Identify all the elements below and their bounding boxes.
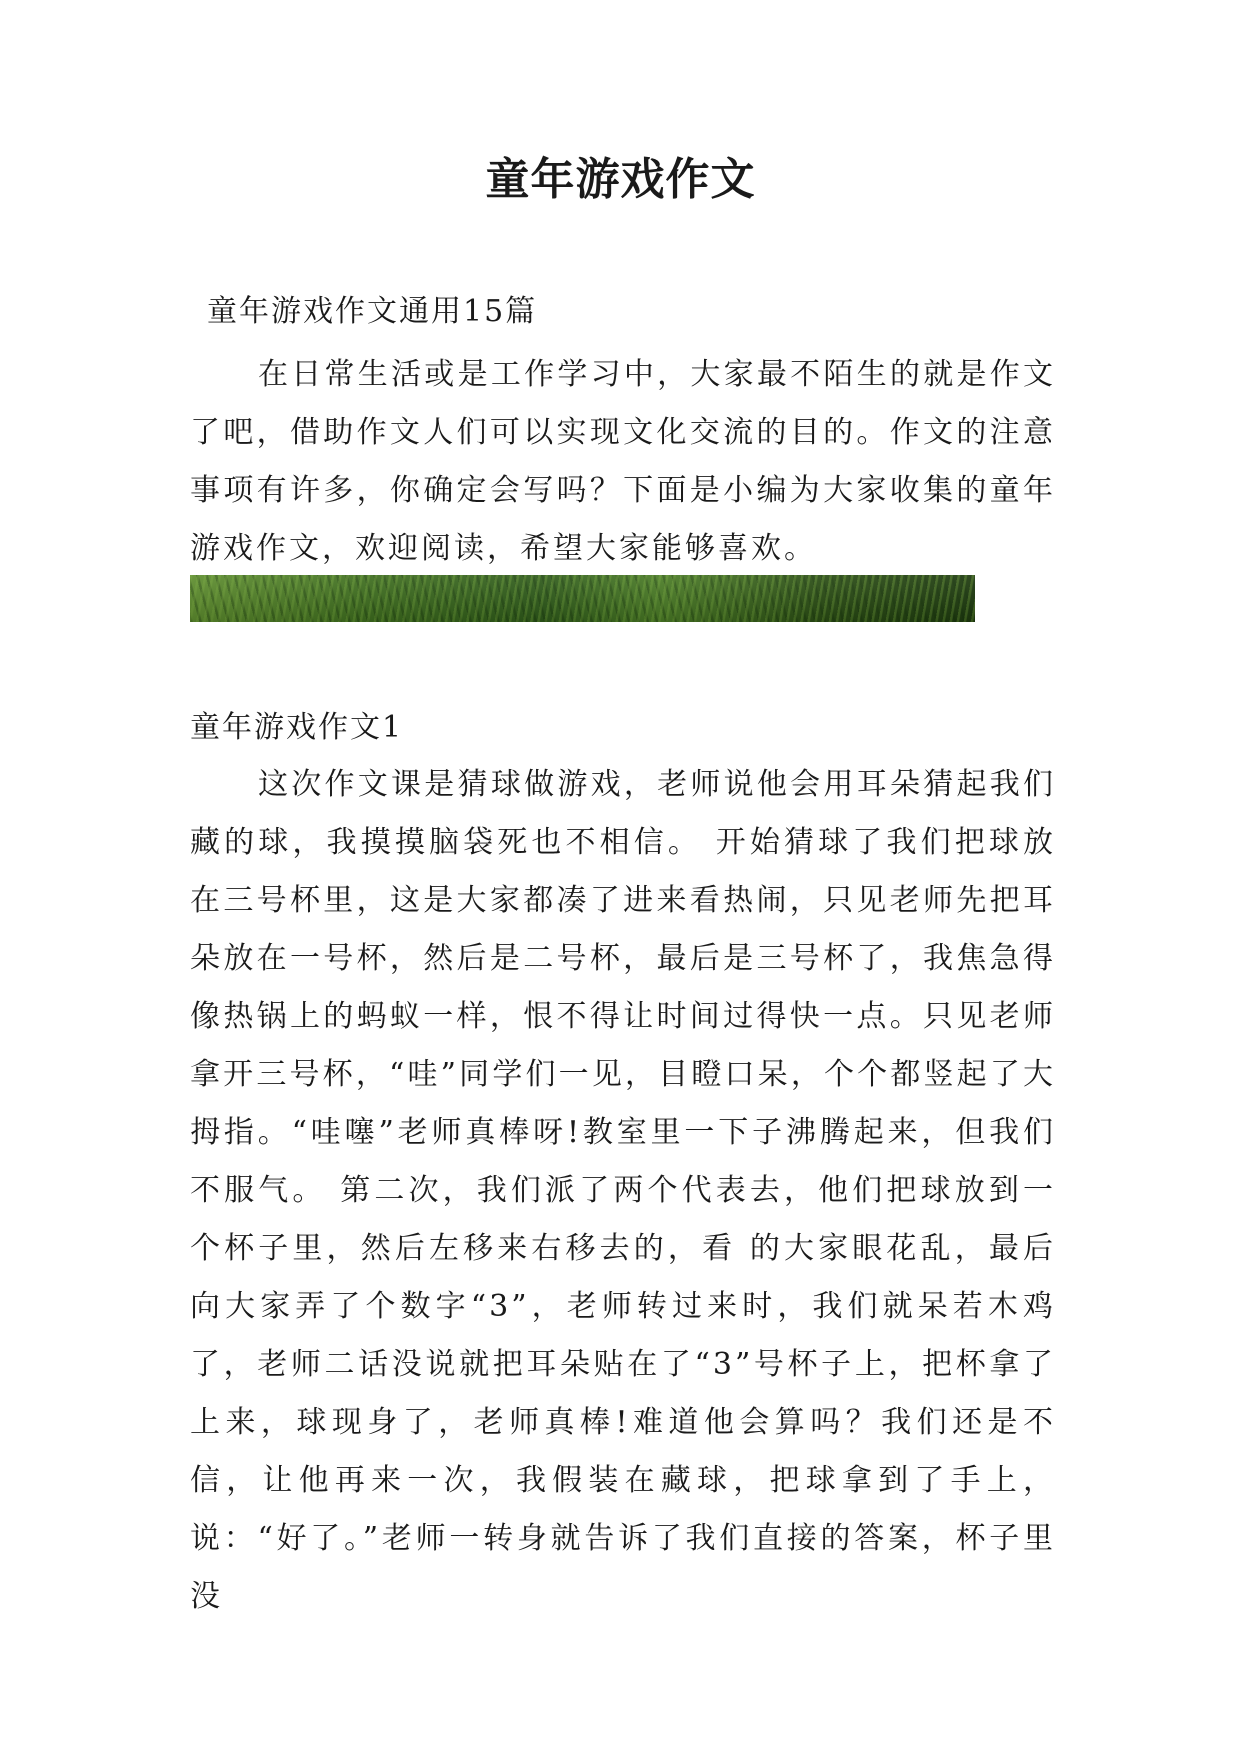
document-subtitle: 童年游戏作文通用15篇 [207, 294, 538, 329]
grass-banner-image [190, 575, 975, 622]
page-title: 童年游戏作文 [485, 154, 756, 205]
section-body-paragraph: 这次作文课是猜球做游戏，老师说他会用耳朵猜起我们藏的球，我摸摸脑袋死也不相信。 开始猜球了我们把球放在三号杯里，这是大家都凑了进来看热闹，只见老师先把耳朵放在一号杯，然后是二号杯，最后是三号杯了，我焦急得像热锅上的蚂蚁一样，恨不得让时间过得快一点。只见老师拿开三号杯，“哇”同学们一见，目瞪口呆，个个都竖起了大拇指。“哇噻”老师真棒呀!教室里一下子沸腾起来，但我们不服气。 第二次，我们派了两个代表去，他们把球放到一个杯子里，然后左移来右移去的，看 的大家眼花乱，最后向大家弄了个数字“3”，老师转过来时，我们就呆若木鸡了，老师二话没说就把耳朵贴在了“3”号杯子上，把杯拿了上来，球现身了，老师真棒!难道他会算吗？我们还是不信，让他再来一次，我假装在藏球，把球拿到了手上，说：“好了。”老师一转身就告诉了我们直接的答案，杯子里没 [190, 767, 1056, 1614]
intro-paragraph: 在日常生活或是工作学习中，大家最不陌生的就是作文了吧，借助作文人们可以实现文化交流的目的。作文的注意事项有许多，你确定会写吗？下面是小编为大家收集的童年游戏作文，欢迎阅读，希望大家能够喜欢。 [190, 357, 1056, 566]
section-heading: 童年游戏作文1 [190, 710, 404, 745]
